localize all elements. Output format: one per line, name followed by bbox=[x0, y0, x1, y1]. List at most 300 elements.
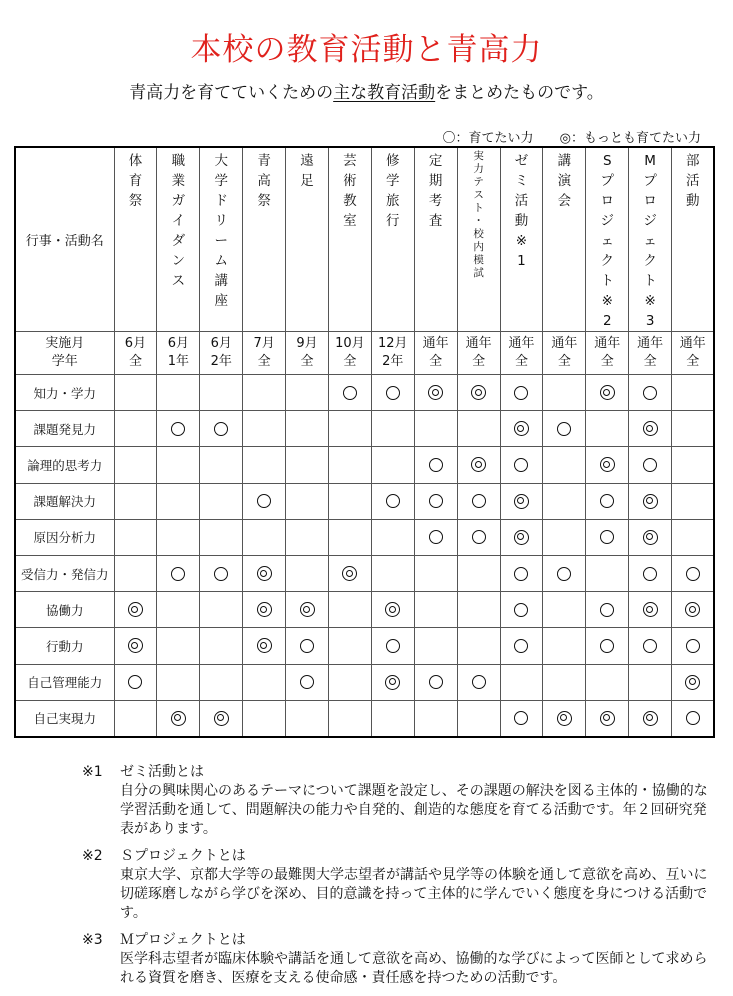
mark-cell bbox=[586, 664, 629, 700]
mark-cell bbox=[543, 483, 586, 519]
activity-name-text: 実 力 テ ス ト ・ 校 内 模 試 bbox=[473, 150, 484, 279]
activity-month: 6月 bbox=[124, 336, 147, 351]
notes-section bbox=[82, 763, 712, 996]
mark-cell bbox=[629, 411, 672, 447]
mark-cell bbox=[371, 519, 414, 555]
activity-name-1 bbox=[157, 147, 200, 332]
double-circle-mark bbox=[128, 638, 143, 653]
single-circle-mark bbox=[171, 567, 185, 581]
mark-cell bbox=[243, 447, 286, 483]
ability-label: 自己実現力 bbox=[15, 700, 114, 737]
mark-cell bbox=[457, 700, 500, 737]
mark-cell bbox=[500, 664, 543, 700]
mark-cell bbox=[371, 592, 414, 628]
activity-month-grade-13 bbox=[672, 332, 715, 375]
mark-cell bbox=[672, 628, 715, 664]
activity-name-5 bbox=[328, 147, 371, 332]
mark-cell bbox=[414, 411, 457, 447]
footnote-body: 東京大学、京都大学等の最難関大学志望者が講話や見学等の体験を通して意欲を高め、互いに切磋琢磨しながら学びを深め、目的意識を持って主体的に学んでいく態度を身につける活動です。 bbox=[120, 867, 708, 921]
mark-cell bbox=[371, 555, 414, 591]
activity-month-grade-0 bbox=[114, 332, 157, 375]
activity-name-text: 修 学 旅 行 bbox=[386, 153, 400, 229]
mark-cell bbox=[629, 592, 672, 628]
single-circle-mark bbox=[472, 494, 486, 508]
page-subtitle bbox=[0, 78, 733, 103]
mark-cell bbox=[543, 555, 586, 591]
single-circle-mark bbox=[514, 711, 528, 725]
mark-cell bbox=[672, 664, 715, 700]
mark-cell bbox=[200, 555, 243, 591]
single-circle-mark bbox=[300, 675, 314, 689]
mark-cell bbox=[243, 483, 286, 519]
ability-row bbox=[15, 375, 714, 411]
ability-label: 協働力 bbox=[15, 592, 114, 628]
activity-grade: 全 bbox=[514, 354, 528, 369]
mark-cell bbox=[114, 447, 157, 483]
mark-cell bbox=[200, 483, 243, 519]
mark-cell bbox=[586, 700, 629, 737]
legend bbox=[421, 127, 702, 146]
activity-month: 通年 bbox=[594, 336, 621, 351]
double-circle-mark bbox=[643, 494, 658, 509]
ability-label: 行動力 bbox=[15, 628, 114, 664]
mark-cell bbox=[371, 375, 414, 411]
mark-cell bbox=[629, 447, 672, 483]
activity-grade: 全 bbox=[300, 354, 314, 369]
mark-cell bbox=[328, 664, 371, 700]
ability-rows bbox=[15, 375, 714, 737]
double-circle-mark bbox=[514, 530, 529, 545]
activity-name-text: 講 演 会 bbox=[557, 153, 572, 209]
mark-cell bbox=[286, 700, 329, 737]
activity-name-6 bbox=[371, 147, 414, 332]
mark-cell bbox=[543, 519, 586, 555]
mark-cell bbox=[114, 411, 157, 447]
activity-name-11 bbox=[586, 147, 629, 332]
single-circle-mark bbox=[257, 494, 271, 508]
activity-name-8 bbox=[457, 147, 500, 332]
activity-name-text: 青 高 祭 bbox=[257, 153, 271, 209]
single-circle-mark bbox=[472, 675, 486, 689]
mark-cell bbox=[200, 628, 243, 664]
single-circle-mark bbox=[429, 458, 443, 472]
single-circle-mark bbox=[557, 567, 571, 581]
single-circle-mark bbox=[214, 567, 228, 581]
footnote-1 bbox=[82, 763, 712, 839]
activity-name-text: 大 学 ド リ ー ム 講 座 bbox=[214, 153, 228, 309]
mark-cell bbox=[200, 447, 243, 483]
activity-month-grade-1 bbox=[157, 332, 200, 375]
mark-cell bbox=[672, 411, 715, 447]
mark-cell bbox=[157, 375, 200, 411]
activity-month-grade-5 bbox=[328, 332, 371, 375]
single-circle-mark bbox=[429, 530, 443, 544]
single-circle-mark bbox=[557, 422, 571, 436]
mark-cell bbox=[328, 411, 371, 447]
activity-month: 通年 bbox=[465, 336, 492, 351]
footnote-mark: ※2 bbox=[82, 848, 103, 864]
mark-cell bbox=[586, 447, 629, 483]
activity-grade: 全 bbox=[686, 354, 700, 369]
mark-cell bbox=[328, 519, 371, 555]
mark-cell bbox=[114, 555, 157, 591]
activity-grade: 全 bbox=[472, 354, 486, 369]
activity-month: 6月 bbox=[210, 336, 232, 351]
mark-cell bbox=[543, 664, 586, 700]
mark-cell bbox=[200, 519, 243, 555]
double-circle-mark bbox=[214, 711, 229, 726]
activity-month: 12月 bbox=[378, 336, 408, 351]
mark-cell bbox=[414, 555, 457, 591]
ability-row bbox=[15, 592, 714, 628]
mark-cell bbox=[672, 483, 715, 519]
mark-cell bbox=[586, 411, 629, 447]
activity-name-text: 遠 足 bbox=[300, 153, 314, 189]
footnote-heading bbox=[82, 931, 712, 950]
mark-cell bbox=[286, 628, 329, 664]
activity-month: 通年 bbox=[422, 336, 449, 351]
subtitle-pre: 青高力を育てていくための bbox=[129, 83, 334, 103]
double-circle-mark bbox=[385, 602, 400, 617]
mark-cell bbox=[672, 375, 715, 411]
mark-cell bbox=[414, 375, 457, 411]
mark-cell bbox=[114, 664, 157, 700]
activity-grade: 全 bbox=[557, 354, 571, 369]
single-circle-mark bbox=[600, 639, 614, 653]
single-circle-mark bbox=[128, 675, 142, 689]
footnote-mark: ※3 bbox=[82, 932, 103, 948]
mark-cell bbox=[243, 700, 286, 737]
ability-row bbox=[15, 519, 714, 555]
mark-cell bbox=[672, 519, 715, 555]
mark-cell bbox=[328, 628, 371, 664]
single-circle-mark bbox=[429, 675, 443, 689]
activity-month-grade-8 bbox=[457, 332, 500, 375]
double-circle-mark bbox=[643, 602, 658, 617]
activity-grade: 全 bbox=[343, 354, 357, 369]
mark-cell bbox=[157, 592, 200, 628]
activity-name-3 bbox=[243, 147, 286, 332]
subtitle-underlined: 主な教育活動 bbox=[333, 83, 436, 103]
mark-cell bbox=[157, 447, 200, 483]
mark-cell bbox=[457, 555, 500, 591]
footnote-heading bbox=[82, 847, 712, 866]
mark-cell bbox=[286, 447, 329, 483]
legend-double-circle: ◎：もっとも育てたい力 bbox=[559, 131, 701, 146]
mark-cell bbox=[286, 592, 329, 628]
month-grade-row bbox=[15, 332, 714, 375]
activity-grade: 2年 bbox=[382, 354, 404, 369]
footnote-title: Ｍプロジェクトとは bbox=[120, 932, 246, 948]
double-circle-mark bbox=[600, 385, 615, 400]
mark-cell bbox=[629, 628, 672, 664]
single-circle-mark bbox=[600, 494, 614, 508]
mark-cell bbox=[672, 700, 715, 737]
single-circle-mark bbox=[514, 386, 528, 400]
activity-name-0 bbox=[114, 147, 157, 332]
ability-label: 論理的思考力 bbox=[15, 447, 114, 483]
ability-row bbox=[15, 447, 714, 483]
activity-grade: 2年 bbox=[210, 354, 232, 369]
mark-cell bbox=[414, 447, 457, 483]
mark-cell bbox=[586, 519, 629, 555]
activity-month: 通年 bbox=[551, 336, 578, 351]
mark-cell bbox=[243, 555, 286, 591]
mark-cell bbox=[586, 555, 629, 591]
activity-month: 6月 bbox=[167, 336, 189, 351]
activity-name-12 bbox=[629, 147, 672, 332]
single-circle-mark bbox=[514, 603, 528, 617]
mark-cell bbox=[157, 519, 200, 555]
single-circle-mark bbox=[171, 422, 185, 436]
mark-cell bbox=[286, 555, 329, 591]
mark-cell bbox=[629, 700, 672, 737]
activity-month: 10月 bbox=[335, 336, 365, 351]
ability-row bbox=[15, 700, 714, 737]
single-circle-mark bbox=[514, 567, 528, 581]
mark-cell bbox=[500, 628, 543, 664]
mark-cell bbox=[114, 483, 157, 519]
double-circle-mark bbox=[685, 675, 700, 690]
activity-grade: 全 bbox=[429, 354, 443, 369]
double-circle-mark bbox=[428, 385, 443, 400]
activity-name-text: ゼ ミ 活 動 ※ 1 bbox=[514, 153, 529, 269]
single-circle-mark bbox=[514, 458, 528, 472]
single-circle-mark bbox=[343, 386, 357, 400]
single-circle-mark bbox=[214, 422, 228, 436]
double-circle-mark bbox=[514, 494, 529, 509]
ability-row bbox=[15, 555, 714, 591]
mark-cell bbox=[243, 411, 286, 447]
mark-cell bbox=[328, 375, 371, 411]
ability-label: 知力・学力 bbox=[15, 375, 114, 411]
mark-cell bbox=[200, 664, 243, 700]
activity-month-grade-9 bbox=[500, 332, 543, 375]
corner-activity-label: 行事・活動名 bbox=[15, 147, 114, 332]
activity-month-grade-7 bbox=[414, 332, 457, 375]
mark-cell bbox=[543, 700, 586, 737]
mark-cell bbox=[114, 375, 157, 411]
activity-grade: 全 bbox=[257, 354, 271, 369]
double-circle-mark bbox=[643, 530, 658, 545]
footnote-2 bbox=[82, 847, 712, 923]
mark-cell bbox=[243, 664, 286, 700]
double-circle-mark bbox=[171, 711, 186, 726]
mark-cell bbox=[457, 447, 500, 483]
mark-cell bbox=[543, 411, 586, 447]
mark-cell bbox=[371, 664, 414, 700]
double-circle-mark bbox=[471, 385, 486, 400]
single-circle-mark bbox=[300, 639, 314, 653]
ability-label: 自己管理能力 bbox=[15, 664, 114, 700]
mark-cell bbox=[672, 447, 715, 483]
activity-month: 通年 bbox=[679, 336, 706, 351]
single-circle-mark bbox=[386, 494, 400, 508]
mark-cell bbox=[328, 555, 371, 591]
mark-cell bbox=[586, 375, 629, 411]
double-circle-mark bbox=[643, 421, 658, 436]
mark-cell bbox=[200, 375, 243, 411]
activity-name-4 bbox=[286, 147, 329, 332]
mark-cell bbox=[586, 483, 629, 519]
activity-month: 7月 bbox=[253, 336, 275, 351]
double-circle-mark bbox=[385, 675, 400, 690]
activity-grade: 1年 bbox=[167, 354, 189, 369]
mark-cell bbox=[500, 411, 543, 447]
activity-month-grade-3 bbox=[243, 332, 286, 375]
single-circle-mark bbox=[643, 639, 657, 653]
mark-cell bbox=[414, 628, 457, 664]
mark-cell bbox=[157, 700, 200, 737]
mark-cell bbox=[457, 483, 500, 519]
mark-cell bbox=[114, 519, 157, 555]
mark-cell bbox=[157, 411, 200, 447]
mark-cell bbox=[243, 628, 286, 664]
footnote-mark: ※1 bbox=[82, 764, 103, 780]
activity-name-text: S プ ロ ジ ェ ク ト ※ 2 bbox=[600, 153, 614, 329]
footnote-3 bbox=[82, 931, 712, 988]
mark-cell bbox=[672, 592, 715, 628]
ability-row bbox=[15, 628, 714, 664]
mark-cell bbox=[543, 375, 586, 411]
double-circle-mark bbox=[257, 566, 272, 581]
activity-month: 9月 bbox=[296, 336, 318, 351]
mark-cell bbox=[414, 519, 457, 555]
mark-cell bbox=[328, 700, 371, 737]
single-circle-mark bbox=[429, 494, 443, 508]
footnote-body: 医学科志望者が臨床体験や講話を通して意欲を高め、協働的な学びによって医師として求められる資質を磨き、医療を支える使命感・責任感を持つための活動です。 bbox=[120, 951, 708, 986]
single-circle-mark bbox=[600, 603, 614, 617]
activity-grade: 全 bbox=[128, 354, 142, 369]
activity-name-text: M プ ロ ジ ェ ク ト ※ 3 bbox=[643, 153, 657, 329]
mark-cell bbox=[371, 483, 414, 519]
mark-cell bbox=[457, 628, 500, 664]
double-circle-mark bbox=[471, 457, 486, 472]
mark-cell bbox=[114, 700, 157, 737]
mark-cell bbox=[328, 483, 371, 519]
activity-grade: 全 bbox=[643, 354, 657, 369]
mark-cell bbox=[371, 411, 414, 447]
mark-cell bbox=[114, 592, 157, 628]
activity-month-grade-2 bbox=[200, 332, 243, 375]
double-circle-mark bbox=[300, 602, 315, 617]
activity-name-text: 部 活 動 bbox=[686, 153, 700, 209]
double-circle-mark bbox=[685, 602, 700, 617]
ability-label: 課題解決力 bbox=[15, 483, 114, 519]
mark-cell bbox=[629, 519, 672, 555]
mark-cell bbox=[200, 700, 243, 737]
activity-month: 通年 bbox=[508, 336, 535, 351]
single-circle-mark bbox=[686, 711, 700, 725]
mark-cell bbox=[114, 628, 157, 664]
mark-cell bbox=[371, 447, 414, 483]
mark-cell bbox=[157, 555, 200, 591]
mark-cell bbox=[286, 375, 329, 411]
activity-month-grade-11 bbox=[586, 332, 629, 375]
mark-cell bbox=[500, 700, 543, 737]
activity-name-text: 体 育 祭 bbox=[128, 153, 143, 209]
mark-cell bbox=[457, 375, 500, 411]
mark-cell bbox=[200, 592, 243, 628]
single-circle-mark bbox=[386, 639, 400, 653]
activity-name-text: 職 業 ガ イ ダ ン ス bbox=[171, 153, 186, 289]
ability-label: 課題発見力 bbox=[15, 411, 114, 447]
ability-row bbox=[15, 664, 714, 700]
activity-name-9 bbox=[500, 147, 543, 332]
activity-month: 通年 bbox=[637, 336, 664, 351]
mark-cell bbox=[672, 555, 715, 591]
mark-cell bbox=[414, 700, 457, 737]
mark-cell bbox=[500, 592, 543, 628]
activity-month-grade-10 bbox=[543, 332, 586, 375]
mark-cell bbox=[500, 483, 543, 519]
activity-name-text: 定 期 考 査 bbox=[428, 153, 443, 229]
mark-cell bbox=[286, 483, 329, 519]
activity-month-grade-6 bbox=[371, 332, 414, 375]
activity-name-10 bbox=[543, 147, 586, 332]
single-circle-mark bbox=[643, 458, 657, 472]
mark-cell bbox=[414, 592, 457, 628]
mark-cell bbox=[543, 592, 586, 628]
mark-cell bbox=[629, 664, 672, 700]
ability-label: 原因分析力 bbox=[15, 519, 114, 555]
mark-cell bbox=[500, 519, 543, 555]
activity-name-7 bbox=[414, 147, 457, 332]
single-circle-mark bbox=[643, 567, 657, 581]
mark-cell bbox=[457, 411, 500, 447]
mark-cell bbox=[586, 628, 629, 664]
mark-cell bbox=[371, 628, 414, 664]
mark-cell bbox=[414, 664, 457, 700]
mark-cell bbox=[500, 555, 543, 591]
mark-cell bbox=[500, 447, 543, 483]
mark-cell bbox=[500, 375, 543, 411]
single-circle-mark bbox=[386, 386, 400, 400]
mark-cell bbox=[286, 519, 329, 555]
mark-cell bbox=[457, 592, 500, 628]
double-circle-mark bbox=[257, 638, 272, 653]
double-circle-mark bbox=[643, 711, 658, 726]
activity-month-grade-4 bbox=[286, 332, 329, 375]
footnote-heading bbox=[82, 763, 712, 782]
mark-cell bbox=[286, 411, 329, 447]
activity-name-13 bbox=[672, 147, 715, 332]
activity-name-2 bbox=[200, 147, 243, 332]
single-circle-mark bbox=[686, 567, 700, 581]
ability-row bbox=[15, 411, 714, 447]
mark-cell bbox=[328, 447, 371, 483]
double-circle-mark bbox=[600, 457, 615, 472]
mark-cell bbox=[328, 592, 371, 628]
mark-cell bbox=[243, 519, 286, 555]
mark-cell bbox=[157, 664, 200, 700]
footnote-title: Ｓプロジェクトとは bbox=[120, 848, 246, 864]
double-circle-mark bbox=[342, 566, 357, 581]
mark-cell bbox=[286, 664, 329, 700]
double-circle-mark bbox=[600, 711, 615, 726]
activity-header-row bbox=[15, 147, 714, 332]
page-title: 本校の教育活動と青高力 bbox=[190, 32, 543, 68]
mark-cell bbox=[543, 628, 586, 664]
corner-month-grade-label: 実施月 学年 bbox=[15, 332, 114, 375]
activity-grade: 全 bbox=[600, 354, 614, 369]
mark-cell bbox=[157, 628, 200, 664]
activity-table bbox=[14, 146, 715, 738]
double-circle-mark bbox=[557, 711, 572, 726]
single-circle-mark bbox=[686, 639, 700, 653]
single-circle-mark bbox=[514, 639, 528, 653]
activity-name-text: 芸 術 教 室 bbox=[343, 153, 357, 229]
